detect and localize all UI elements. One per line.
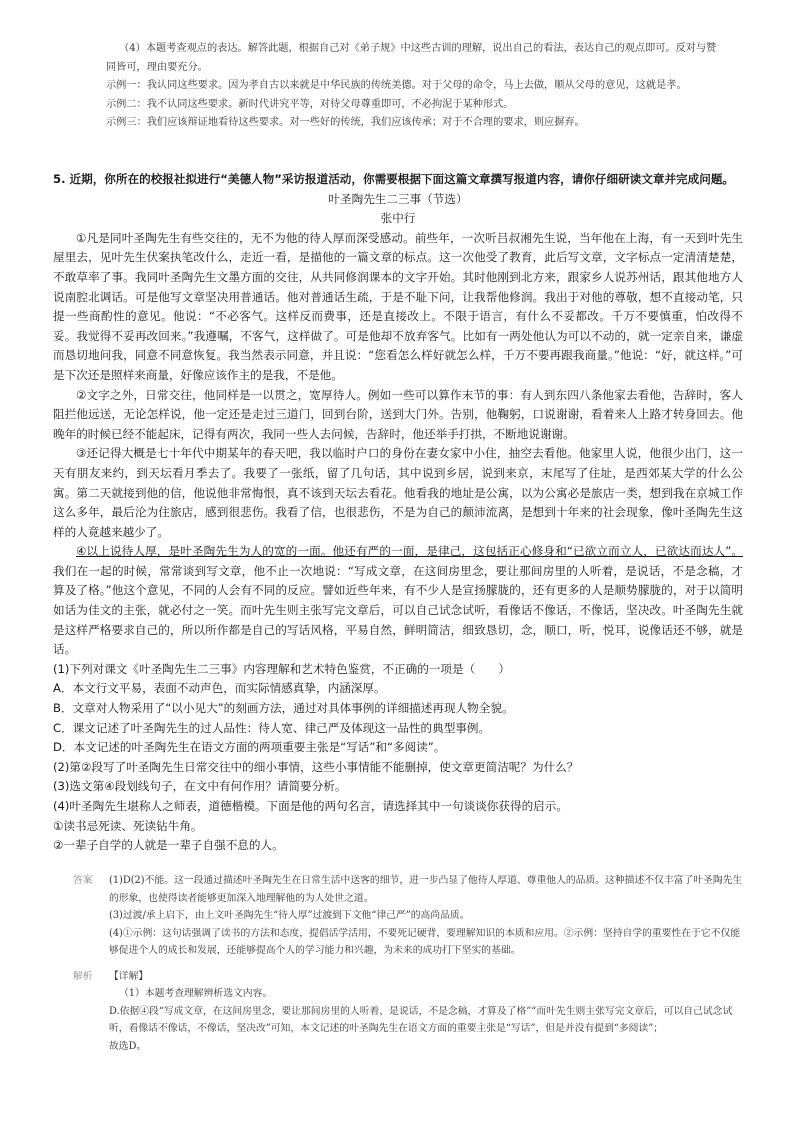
article-title: 叶圣陶先生二三事（节选） (328, 191, 468, 206)
sub-question: (3)选文第④段划线句子，在文中有何作用？请简要分析。 (53, 779, 347, 794)
example-line: 示例一：我认同这些要求。因为孝自古以来就是中华民族的传统美德。对于父母的命令，马上去做，顺从父母的意见，这就是孝。 (106, 80, 687, 91)
answer-body (109, 872, 743, 960)
underlined-sentence: ④以上说待人厚，是叶圣陶先生为人的宽的一面。他还有严的一面，是律己，这包括正心修身和“已欲立而立人，已欲达而达人”。 (76, 544, 743, 559)
option-b: B．文章对人物采用了“以小见大”的刻画方法，通过对具体事例的详细描述再现人物全貌。 (53, 701, 514, 716)
sub-question: (1)下列对课文《叶圣陶先生二三事》内容理解和艺术特色鉴赏，不正确的一项是（ ） (53, 661, 510, 676)
analysis-line: （1）本题考查理解辨析选文内容。 (119, 988, 273, 999)
example-line: 示例三：我们应该辩证地看待这些要求。对一些好的传统，我们应该传承；对于不合理的要求，则应摒弃。 (106, 117, 585, 128)
example-line: 示例二：我不认同这些要求。新时代讲究平等，对待父母尊重即可，不必拘泥于某种形式。 (106, 98, 514, 110)
answer-section (73, 872, 743, 1055)
analysis-body (109, 968, 743, 1056)
quote-1: ①读书忌死读、死读钻牛角。 (53, 818, 203, 833)
analysis-header: 【详解】 (109, 970, 149, 982)
answer-line: (1)D(2)不能。这一段通过描述叶圣陶先生在日常生活中送客的细节，进一步凸显了他待人厚道、尊重他人的品质。这种描述不仅丰富了叶圣陶先生的形象，也使得读者能够更加深入地理解他的为人处世之道。 (109, 875, 743, 904)
previous-answer-block (106, 40, 726, 133)
option-d: D．本文记述的叶圣陶先生在语文方面的两项重要主张是“写话”和“多阅读”。 (53, 740, 446, 755)
answer-line: (4)①示例：这句话强调了读书的方法和态度，提倡活学活用，不要死记硬背，要理解知识的本质和应用。②示例：坚持自学的重要性在于它不仅能够促进个人的成长和发展，还能够提高个人的学习能力和兴趣，为未来的成功打下坚实的基础。 (109, 927, 741, 956)
sub-question: (2)第②段写了叶圣陶先生日常交往中的细小事情，这些小事情能不能删掉，使文章更简洁呢？为什么？ (53, 759, 579, 774)
quote-2: ②一辈子自学的人就是一辈子自强不息的人。 (53, 838, 284, 853)
answer-label: 答案 (73, 875, 93, 886)
question-title: 5. 近期，你所在的校报社拟进行“美德人物”采访报道活动，你需要根据下面这篇文章撰写报道内容，请你仔细研读文章并完成问题。 (53, 172, 735, 186)
answer-row (73, 872, 743, 960)
option-a: A．本文行文平易，表面不动声色，而实际情感真挚，内涵深厚。 (53, 681, 386, 696)
article-paragraph-1: ①凡是同叶圣陶先生有些交往的，无不为他的待人厚而深受感动。前些年，一次听吕叔湘先生说，当年他在上海，有一天到叶先生屋里去，见叶先生伏案执笔改什么，走近一看，是描他的一篇文章的标点。这一次他受了教育，此后写文章，文字标点一定清清楚楚，不敢草率了事。我同叶圣陶先生文墨方面的交往，从共同修润课本的文字开始。其时他刚到北方来，跟家乡人说苏州话，跟其他地方人说南腔北调话。可是他写文章坚决用普通话。他对普通话生疏，于是不耻下问，让我帮他修润。我出于对他的尊敬，想不直接动笔，只提一些商酌性的意见。他说：“不必客气。这样反而费事，还是直接改上。不限于语言，有什么不妥都改。千万不要慎重，怕改得不妥。我觉得不妥再改回来。”我遵嘱，不客气，这样做了。可是他却不放弃客气。比如有一两处他认为可以不动的，就一定亲自来，谦虚而恳切地问我，同意不同意恢复。我当然表示同意，并且说：“您看怎么样好就怎么样，千万不要再跟我商量。”他说：“好，就这样。”可是下次还是照样来商量，好像应该作主的是我，不是他。 (53, 230, 743, 382)
analysis-line: 同皆可，理由要充分。 (106, 61, 208, 73)
sub-question: (4)叶圣陶先生堪称人之师表，道德楷模。下面是他的两句名言，请选择其中一句谈谈你获得的启示。 (53, 799, 568, 813)
analysis-line: （4）本题考查观点的表达。解答此题，根据自己对《弟子规》中这些古训的理解，说出自己的看法，表达自己的观点即可。反对与赞 (119, 43, 717, 54)
article-paragraph-2: ②文字之外，日常交往，他同样是一以贯之，宽厚待人。例如一些可以算作末节的事：有人到东四八条他家去看他，告辞时，客人阻拦他远送，无论怎样说，他一定还是走过三道门，回到台阶，送到大门外。告别，他鞠躬，口说谢谢，看着来人上路才转身回去。他晚年的时候已经不能起床，记得有两次，我同一些人去问候，告辞时，他还举手打拱，不断地说谢谢。 (53, 387, 743, 441)
analysis-label: 解析 (73, 970, 93, 982)
option-c: C．课文记述了叶圣陶先生的过人品性：待人宽、律己严及体现这一品性的典型事例。 (53, 720, 491, 735)
analysis-line: 故选D。 (109, 1040, 147, 1052)
analysis-row (73, 968, 743, 1056)
article-paragraph-4 (53, 542, 743, 660)
answer-line: (3)过渡/承上启下，由上文叶圣陶先生“待人厚”过渡到下文他“律己严”的高尚品质。 (109, 910, 470, 921)
question-5 (53, 170, 743, 856)
paragraph-4-rest: 我们在一起的时候，常常谈到写文章，他不止一次地说：“写成文章，在这间房里念，要让那间房里的人听着，是说话，不是念稿，才算及了格。”他这个意见，不同的人会有不同的反应。譬如近些年来，有不少人是宣扬朦胧的，还有更多的人是顺势朦胧的，对于以简明如话为佳文的主张，就必付之一笑。而叶先生则主张写完文章后，可以自己试念试听，看像话不像话，不像话，坚决改。叶圣陶先生就是这样严格要求自己的，所以所作都是自己的写话风格，平易自然，鲜明简洁，细致恳切，念，顺口，听，悦耳，说像话还不够，就是话。 (53, 563, 743, 657)
analysis-line: D.依据④段“写成文章，在这间房里念，要让那间房里的人听着，是说话，不是念稿，才算及了格”“而叶先生则主张写完文章后，可以自己试念试听，看像话不像话，不像话，坚决改”可知，本文记述的叶圣陶先生在语文方面的重要主张是“写话”，但是并没有提到“多阅读”； (109, 1005, 733, 1034)
article-author: 张中行 (380, 211, 416, 226)
article-paragraph-3: ③还记得大概是七十年代中期某年的春天吧，我以临时户口的身份在妻女家中小住，抽空去看他。他家里人说，他很少出门，这一天有朋友来约，到天坛看月季去了。我要了一张纸，留了几句话，其中说到乡居，说到来京，末尾写了住址，是西郊某大学的什么公寓。第二天就接到他的信，他说他非常悔恨，真不该到天坛去看花。他看我的地址是公寓，以为公寓必是旅店一类，想到我在京城工作这么多年，最后沦为住旅店，感到很悲伤。我看了信，也很悲伤，不是为自己的颠沛流离，是想到十年来的社会现象，像叶圣陶先生这样的人竟越来越少了。 (53, 446, 743, 539)
